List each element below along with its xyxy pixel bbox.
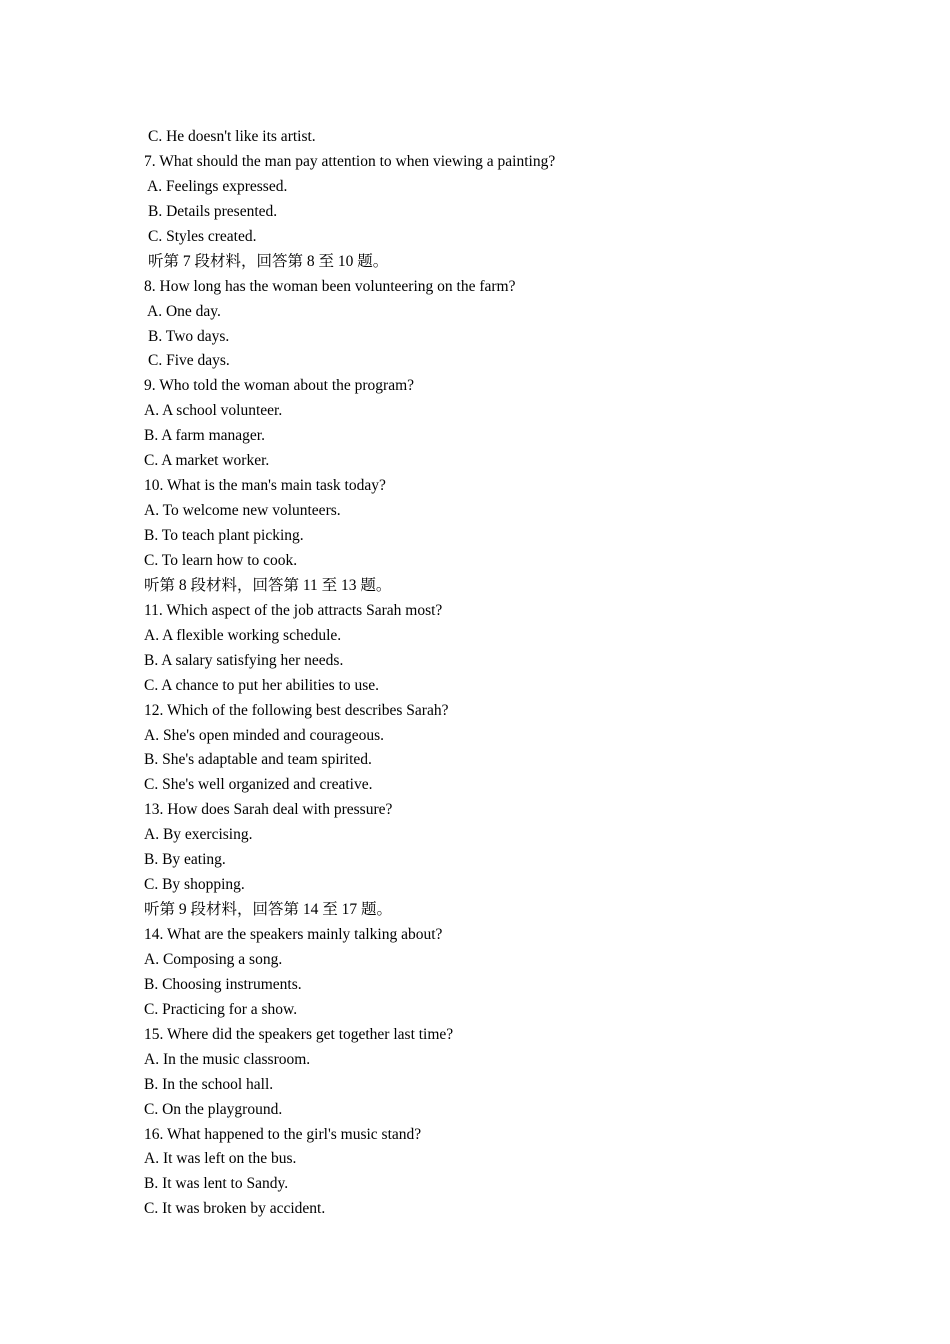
answer-option: C. Practicing for a show.: [144, 1000, 298, 1018]
answer-option: A. One day.: [147, 302, 221, 320]
question-text: 7. What should the man pay attention to when viewing a painting?: [144, 152, 556, 170]
answer-option: B. Choosing instruments.: [144, 975, 302, 993]
answer-option: A. It was left on the bus.: [144, 1150, 297, 1168]
answer-option: C. Five days.: [148, 352, 230, 370]
question-text: 16. What happened to the girl's music stand?: [144, 1125, 422, 1143]
answer-option: C. A market worker.: [144, 452, 270, 470]
question-text: 15. Where did the speakers get together last time?: [144, 1025, 454, 1043]
answer-option: B. A salary satisfying her needs.: [144, 651, 344, 669]
answer-option: B. By eating.: [144, 851, 226, 869]
answer-option: B. It was lent to Sandy.: [144, 1175, 289, 1193]
answer-option: B. Details presented.: [148, 202, 278, 220]
question-text: 8. How long has the woman been volunteering on the farm?: [144, 277, 516, 295]
answer-option: C. He doesn't like its artist.: [148, 128, 316, 145]
answer-option: C. A chance to put her abilities to use.: [144, 676, 380, 694]
answer-option: B. Two days.: [148, 327, 230, 345]
answer-option: B. In the school hall.: [144, 1075, 274, 1093]
question-text: 13. How does Sarah deal with pressure?: [144, 801, 393, 819]
answer-option: A. By exercising.: [144, 826, 253, 844]
answer-option: A. A school volunteer.: [144, 402, 283, 420]
answer-option: B. To teach plant picking.: [144, 527, 304, 544]
question-text: 12. Which of the following best describes Sarah?: [144, 701, 449, 719]
answer-option: C. Styles created.: [148, 227, 257, 245]
answer-option: C. To learn how to cook.: [144, 551, 298, 569]
answer-option: A. She's open minded and courageous.: [144, 726, 384, 744]
section-instruction: 听第 8 段材料，回答第 11 至 13 题。: [144, 576, 392, 594]
answer-option: A. To welcome new volunteers.: [144, 502, 341, 520]
answer-option: A. A flexible working schedule.: [144, 626, 342, 644]
answer-option: C. She's well organized and creative.: [144, 776, 373, 794]
question-text: 10. What is the man's main task today?: [144, 477, 386, 495]
answer-option: C. It was broken by accident.: [144, 1200, 326, 1218]
document-page: [0, 126, 950, 1223]
answer-option: C. On the playground.: [144, 1100, 283, 1118]
section-instruction: 听第 9 段材料，回答第 14 至 17 题。: [144, 901, 393, 919]
answer-option: A. In the music classroom.: [144, 1050, 311, 1068]
section-instruction: 听第 7 段材料，回答第 8 至 10 题。: [148, 252, 389, 270]
answer-option: A. Feelings expressed.: [147, 177, 288, 195]
question-text: 11. Which aspect of the job attracts Sarah most?: [144, 601, 443, 619]
question-text: 14. What are the speakers mainly talking about?: [144, 926, 443, 943]
answer-option: B. A farm manager.: [144, 427, 265, 445]
question-text: 9. Who told the woman about the program?: [144, 377, 415, 395]
answer-option: B. She's adaptable and team spirited.: [144, 751, 372, 769]
answer-option: A. Composing a song.: [144, 950, 283, 968]
answer-option: C. By shopping.: [144, 876, 245, 894]
